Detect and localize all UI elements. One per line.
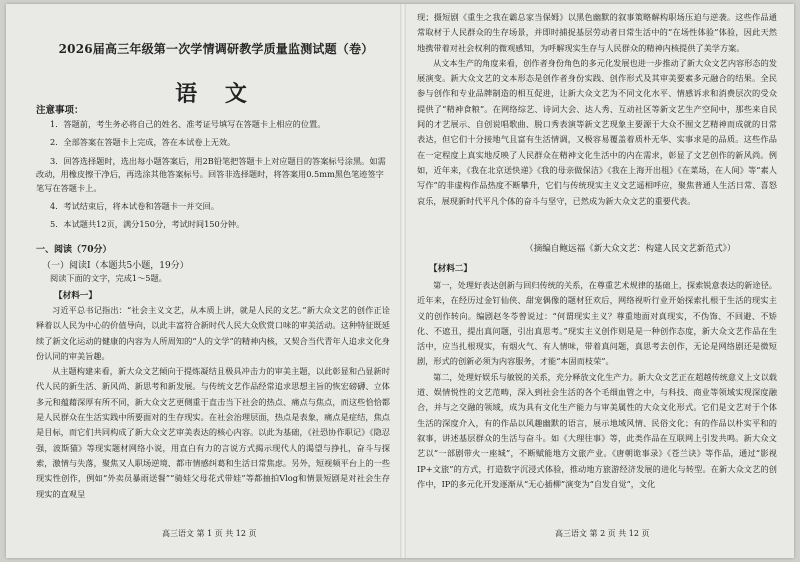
source-credit: （摘编自鲍远福《新大众文艺：构建人民文艺新范式》） — [525, 244, 736, 254]
passage-paragraph: 从文本生产的角度来看，创作者身份角色的多元化发展也进一步推动了新大众文艺内容形态的发展演变。新大众文艺的文本形态是创作者身份实践、创作形式及其审美要素多元融合的结果。全民参与创作和专业品牌制造的相互促进，让新大众文艺为不同文化水平、情感诉求和消费层次的受众提供了“精神食粮”。在网络综艺、诗词大会、达人秀、互动社区等新文艺生产空间中，那些来自民间的才艺展示、自创说唱歌曲、脱口秀表演等新文艺现象主要源于大众不囿文艺精神而成就的日常表达，但它们十分接地气且富有生活情调，又极容易覆盖着质朴无华、实事求是的品质。这些作品在一定程度上真实地反映了人民群众在精神文化生活中的内在需求，彰显了文艺创作的新风尚。例如，近年来，《我在北京送快递》《我的母亲做保洁》《我在上海开出租》《在菜场，在人间》等“素人写作”的非虚构作品热度不断攀升，它们与传统现实主义文艺遥相呼应，聚焦普通人生活日常、喜怒哀乐，展现新时代平凡个体的奋斗与坚守，已然成为新大众文艺的重要代表。 — [417, 57, 777, 206]
notice-item: 3．回答选择题时，选出每小题答案后，用2B铅笔把答题卡上对应题目的答案标号涂黑。如需改动，用橡皮擦干净后，再选涂其他答案标号。回答非选择题时，将答案用0.5mm黑色笔迹签字笔写在答题卡上。 — [36, 155, 386, 193]
page-fold — [400, 4, 406, 558]
notice-item: 2．全部答案在答题卡上完成，答在本试卷上无效。 — [50, 137, 236, 148]
page-one — [6, 4, 399, 558]
page-two — [407, 4, 794, 558]
instruction-text: 阅读下面的文字，完成1～5题。 — [50, 273, 167, 283]
notice-heading: 注意事项： — [36, 105, 84, 116]
passage-paragraph: 从主题构建来看，新大众文艺倾向于提炼凝结且极具冲击力的审美主题，以此彰显和凸显新时代人民的新生活、新风尚、新思考和新发展。与传统文艺作品经常追求思想主旨的恢宏磅礴、立体多元和蕴藉深厚有所不同，新大众文艺更侧重于直击当下社会的热点、痛点与焦点，而这些恰恰都是人民群众在生活实践中所要面对的生存现实。在社会治理层面，热点是表象，痛点是症结，焦点是目标，而它们共同构成了新大众文艺审美表达的核心内容。以此为基础，《社恐协作职记》《隐忍强，波斯猫》等现实题材网络小说，用直白有力的言说方式揭示现代人的渴望与挣扎，奋斗与探索，激情与失落，聚焦又人职场逆境、都市情感纠葛和生活日常焦虑。另外，短视频平台上的一些现实性创作，例如“外卖员暴雨送餐”“骑娃父母花式带娃”等都抽拍Vlog和情景短剧是对社会生存现实的直观呈 — [36, 366, 390, 499]
notice-item: 1．答题前，考生务必将自己的姓名、准考证号填写在答题卡上相应的位置。 — [50, 119, 326, 129]
notice-list — [36, 118, 388, 237]
passage-paragraph: 第二，处理好娱乐与敏锐的关系，充分释放文化生产力。新大众文艺正在超越传统意义上文以载道、娱情悦性的文艺范畴，深入到社会生活的各个毛细血管之中，与科技、商业等领域实现深度融合，并与之交融的领域，成为具有文化生产能力与审美属性的大众文化形式。它们是文艺对于个体生活的深度介入，有的作品以风趣幽默的语言，展示地域风情、民俗文化；有的作品以朴实平和的叙事，讲述基层群众的生活与奋斗。如《大理往事》等，此类作品在互联网上引发共鸣。新大众文艺以“一部剧带火一座城”，不断赋能地方文旅产业。《唐朝诡事录》《苍兰诀》等作品，通过“影视IP+文旅”的方式，打造数字沉浸式体验，推动地方旅游经济发展的进化与转型。在新大众文艺的创作中，IP的多元化开发逐渐从“无心插柳”演变为“自发自觉”，文化 — [417, 371, 777, 489]
exam-title: 2026届高三年级第一次学情调研教学质量监测试题（卷） — [58, 42, 374, 56]
notice-item: 4．考试结束后，将本试卷和答题卡一并交回。 — [50, 201, 219, 212]
exam-sheet — [6, 4, 794, 558]
notice-item: 5．本试题共12页，满分150分，考试时间150分钟。 — [50, 219, 245, 230]
material-two-passage — [417, 278, 777, 522]
page-footer: 高三语文 第 2 页 共 12 页 — [555, 529, 650, 538]
reading-passage — [36, 303, 390, 521]
section-heading: 一、阅读（70分） — [36, 245, 112, 255]
page-footer: 高三语文 第 1 页 共 12 页 — [162, 529, 257, 538]
subject-title: 语 文 — [175, 81, 257, 107]
passage-paragraph: 第一，处理好表达创新与回归传统的关系，在尊重艺术规律的基础上，探索锐意表达的新途径。近年来，在经历过金钉仙侠、甜宠偶像的题材狂欢后，网络视听行业开始探索扎根于生活的现实主义的创作转向。编剧赵冬苓曾说过：“何谓现实主义？尊重地面对真现实，不伪饰、不回避、不矫化、不遮丑，提出真问题，引出真思考。”现实主义创作则是是一种创作态度，新大众文艺作品在生活中，应当扎根现实，有烟火气、有人情味，带着真问题，真思考去创作，无论是网络剧还是微短剧，形式的创新必须为内容服务，才能“本固而枝荣”。 — [417, 280, 777, 367]
material-one-label: 【材料一】 — [54, 291, 97, 301]
material-two-label: 【材料二】 — [429, 264, 472, 274]
subsection-heading: （一）阅读Ⅰ（本题共5小题，19分） — [42, 261, 189, 271]
passage-paragraph: 习近平总书记指出：“社会主义文艺，从本质上讲，就是人民的文艺。”新大众文艺的创作正诠释着以人民为中心的价值导向，以此丰富符合新时代人民大众欣赏口味的审美活动。这种特征既延续了新文化运动的健康的内容为人所周知的“人的文学”的精神内核，又契合当代青年人追求文化身份认同的审美旨趣。 — [36, 305, 390, 361]
reading-passage-continued — [417, 10, 777, 238]
passage-paragraph: 现；摄短剧《重生之我在霸总家当保姆》以黑色幽默的叙事策略解构职场压迫与逆袭。这些作品通常取材于人民群众的生存场景，并即时捕捉基层劳动者日常生活中的“在场性体验”体验，因此天然地携带着对社会权利的微观感知，为呼解现实生存与人民群众的精神内核提供了美学方案。 — [417, 12, 777, 53]
